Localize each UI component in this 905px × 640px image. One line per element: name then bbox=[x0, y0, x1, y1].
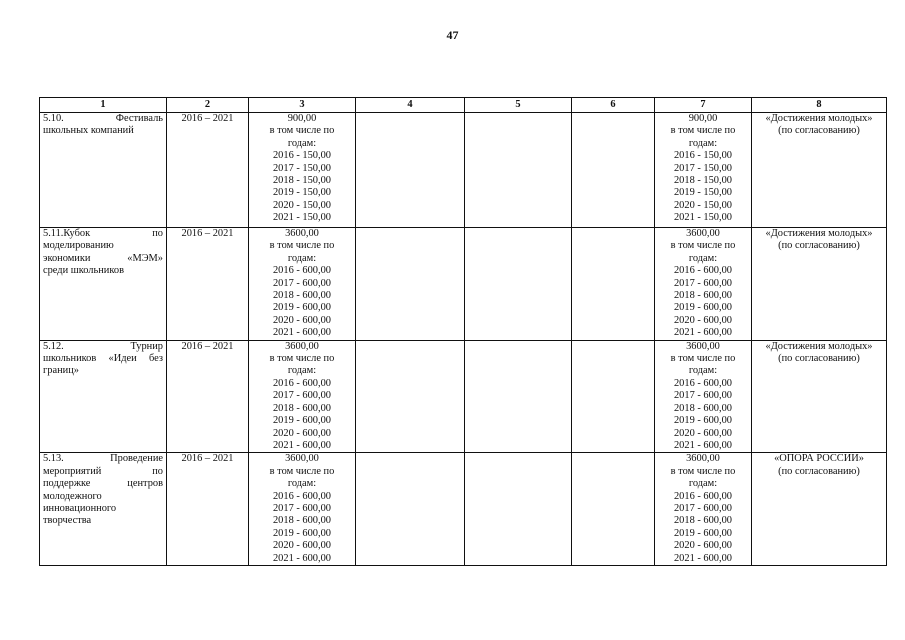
funding-source-cell bbox=[655, 113, 752, 228]
funding-line: в том числе по bbox=[269, 353, 335, 365]
funding-total-cell bbox=[249, 453, 356, 566]
event-name-line: экономики «МЭМ» bbox=[43, 252, 163, 264]
funding-line: 3600,00 bbox=[686, 453, 720, 465]
event-name-line: школьников «Идеи без bbox=[43, 353, 163, 365]
col4-cell bbox=[356, 453, 465, 566]
event-name-line: границ» bbox=[43, 365, 79, 377]
funding-line: 2020 - 150,00 bbox=[272, 199, 331, 211]
col5-cell bbox=[465, 340, 572, 453]
funding-line: в том числе по bbox=[670, 125, 736, 137]
executor-cell bbox=[752, 453, 887, 566]
funding-line: в том числе по bbox=[670, 465, 736, 477]
period-cell: 2016 – 2021 bbox=[167, 228, 249, 341]
funding-line: 2019 - 150,00 bbox=[673, 187, 732, 199]
table-row bbox=[40, 113, 887, 228]
page-number: 47 bbox=[446, 28, 459, 42]
funding-line: 2021 - 150,00 bbox=[673, 212, 732, 224]
funding-line: 2020 - 150,00 bbox=[673, 199, 732, 211]
col4-cell bbox=[356, 113, 465, 228]
event-name-line: 5.10. Фестиваль bbox=[43, 113, 163, 124]
funding-line: 2021 - 600,00 bbox=[272, 327, 331, 339]
funding-line: 3600,00 bbox=[285, 453, 319, 465]
funding-line: 2017 - 600,00 bbox=[673, 502, 732, 514]
col-header-2: 2 bbox=[167, 98, 249, 113]
funding-line: 2019 - 600,00 bbox=[272, 302, 331, 314]
funding-line: 2016 - 600,00 bbox=[272, 377, 331, 389]
table-header-row bbox=[40, 98, 887, 113]
funding-line: в том числе по bbox=[670, 353, 736, 365]
funding-line: 2017 - 600,00 bbox=[673, 390, 732, 402]
funding-line: 2020 - 600,00 bbox=[272, 314, 331, 326]
funding-line: 2016 - 150,00 bbox=[673, 150, 732, 162]
event-name-line: 5.11.Кубок по bbox=[43, 228, 163, 239]
funding-source-cell bbox=[655, 228, 752, 341]
funding-line: 2016 - 150,00 bbox=[272, 150, 331, 162]
funding-line: 900,00 bbox=[287, 113, 317, 124]
funding-line: 2020 - 600,00 bbox=[673, 540, 732, 552]
executor-cell bbox=[752, 113, 887, 228]
event-name-cell bbox=[40, 340, 167, 453]
event-name-cell bbox=[40, 453, 167, 566]
funding-line: 2021 - 150,00 bbox=[272, 212, 331, 224]
col6-cell bbox=[572, 340, 655, 453]
event-name-line: творчества bbox=[43, 515, 92, 527]
event-name-line: 5.12. Турнир bbox=[43, 340, 163, 352]
funding-line: 2018 - 600,00 bbox=[272, 402, 331, 414]
executor-line: (по согласованию) bbox=[778, 240, 860, 252]
funding-line: 2016 - 600,00 bbox=[673, 265, 732, 277]
funding-line: 2016 - 600,00 bbox=[673, 490, 732, 502]
funding-line: 2019 - 600,00 bbox=[673, 415, 732, 427]
funding-line: в том числе по bbox=[269, 240, 335, 252]
funding-line: 2017 - 600,00 bbox=[673, 277, 732, 289]
col4-cell bbox=[356, 228, 465, 341]
executor-line: «Достижения молодых» bbox=[765, 113, 873, 124]
funding-line: 2016 - 600,00 bbox=[673, 377, 732, 389]
col6-cell bbox=[572, 113, 655, 228]
col-header-3: 3 bbox=[249, 98, 356, 113]
period-cell: 2016 – 2021 bbox=[167, 113, 249, 228]
funding-source-cell bbox=[655, 340, 752, 453]
col5-cell bbox=[465, 453, 572, 566]
col5-cell bbox=[465, 113, 572, 228]
funding-line: 2020 - 600,00 bbox=[272, 427, 331, 439]
funding-line: годам: bbox=[688, 252, 718, 264]
period-cell: 2016 – 2021 bbox=[167, 453, 249, 566]
table-row bbox=[40, 453, 887, 566]
funding-line: 2018 - 150,00 bbox=[272, 175, 331, 187]
event-name-line: мероприятий по bbox=[43, 465, 163, 477]
funding-line: 2018 - 600,00 bbox=[673, 402, 732, 414]
col-header-4: 4 bbox=[356, 98, 465, 113]
col6-cell bbox=[572, 228, 655, 341]
funding-line: 2018 - 600,00 bbox=[673, 515, 732, 527]
event-name-line: инновационного bbox=[43, 502, 117, 514]
funding-line: 2017 - 600,00 bbox=[272, 502, 331, 514]
funding-line: 900,00 bbox=[688, 113, 718, 124]
funding-source-cell bbox=[655, 453, 752, 566]
funding-total-cell bbox=[249, 113, 356, 228]
event-name-cell bbox=[40, 113, 167, 228]
funding-line: годам: bbox=[287, 365, 317, 377]
funding-line: 2021 - 600,00 bbox=[673, 439, 732, 451]
funding-line: 2019 - 600,00 bbox=[272, 527, 331, 539]
funding-line: годам: bbox=[287, 252, 317, 264]
funding-total-cell bbox=[249, 340, 356, 453]
executor-cell bbox=[752, 228, 887, 341]
funding-line: 3600,00 bbox=[686, 340, 720, 352]
funding-line: в том числе по bbox=[670, 240, 736, 252]
funding-line: 2019 - 600,00 bbox=[272, 415, 331, 427]
funding-line: 2017 - 150,00 bbox=[673, 162, 732, 174]
col6-cell bbox=[572, 453, 655, 566]
funding-line: 2019 - 600,00 bbox=[673, 302, 732, 314]
col-header-5: 5 bbox=[465, 98, 572, 113]
event-name-line: моделированию bbox=[43, 240, 114, 252]
col5-cell bbox=[465, 228, 572, 341]
executor-line: (по согласованию) bbox=[778, 465, 860, 477]
funding-line: 2021 - 600,00 bbox=[673, 552, 732, 564]
funding-line: 2016 - 600,00 bbox=[272, 490, 331, 502]
col-header-6: 6 bbox=[572, 98, 655, 113]
executor-line: «ОПОРА РОССИИ» bbox=[774, 453, 864, 465]
event-name-line: среди школьников bbox=[43, 265, 124, 277]
funding-line: годам: bbox=[688, 137, 718, 149]
event-name-line: школьных компаний bbox=[43, 125, 134, 137]
col-header-7: 7 bbox=[655, 98, 752, 113]
funding-line: 2019 - 600,00 bbox=[673, 527, 732, 539]
funding-line: годам: bbox=[287, 478, 317, 490]
funding-line: 2016 - 600,00 bbox=[272, 265, 331, 277]
col4-cell bbox=[356, 340, 465, 453]
table-row bbox=[40, 340, 887, 453]
funding-total-cell bbox=[249, 228, 356, 341]
funding-line: 2020 - 600,00 bbox=[673, 427, 732, 439]
executor-line: «Достижения молодых» bbox=[765, 340, 873, 352]
funding-line: 2018 - 600,00 bbox=[272, 290, 331, 302]
funding-line: 2020 - 600,00 bbox=[272, 540, 331, 552]
executor-line: «Достижения молодых» bbox=[765, 228, 873, 239]
funding-line: 2017 - 600,00 bbox=[272, 277, 331, 289]
executor-cell bbox=[752, 340, 887, 453]
event-name-line: 5.13. Проведение bbox=[43, 453, 163, 465]
event-name-cell bbox=[40, 228, 167, 341]
funding-line: 2021 - 600,00 bbox=[272, 439, 331, 451]
funding-line: 2019 - 150,00 bbox=[272, 187, 331, 199]
funding-line: в том числе по bbox=[269, 125, 335, 137]
funding-line: 2018 - 600,00 bbox=[673, 290, 732, 302]
col-header-1: 1 bbox=[40, 98, 167, 113]
executor-line: (по согласованию) bbox=[778, 353, 860, 365]
funding-line: в том числе по bbox=[269, 465, 335, 477]
funding-line: 2017 - 600,00 bbox=[272, 390, 331, 402]
period-cell: 2016 – 2021 bbox=[167, 340, 249, 453]
event-name-line: поддержке центров bbox=[43, 478, 163, 490]
funding-line: 2018 - 600,00 bbox=[272, 515, 331, 527]
funding-line: 3600,00 bbox=[285, 228, 319, 239]
funding-line: 3600,00 bbox=[285, 340, 319, 352]
funding-line: 3600,00 bbox=[686, 228, 720, 239]
event-name-line: молодежного bbox=[43, 490, 102, 502]
program-table bbox=[39, 97, 887, 566]
table-row bbox=[40, 228, 887, 341]
funding-line: 2018 - 150,00 bbox=[673, 175, 732, 187]
funding-line: годам: bbox=[688, 365, 718, 377]
funding-line: 2020 - 600,00 bbox=[673, 314, 732, 326]
funding-line: 2021 - 600,00 bbox=[272, 552, 331, 564]
funding-line: годам: bbox=[287, 137, 317, 149]
funding-line: годам: bbox=[688, 478, 718, 490]
col-header-8: 8 bbox=[752, 98, 887, 113]
executor-line: (по согласованию) bbox=[778, 125, 860, 137]
funding-line: 2021 - 600,00 bbox=[673, 327, 732, 339]
funding-line: 2017 - 150,00 bbox=[272, 162, 331, 174]
